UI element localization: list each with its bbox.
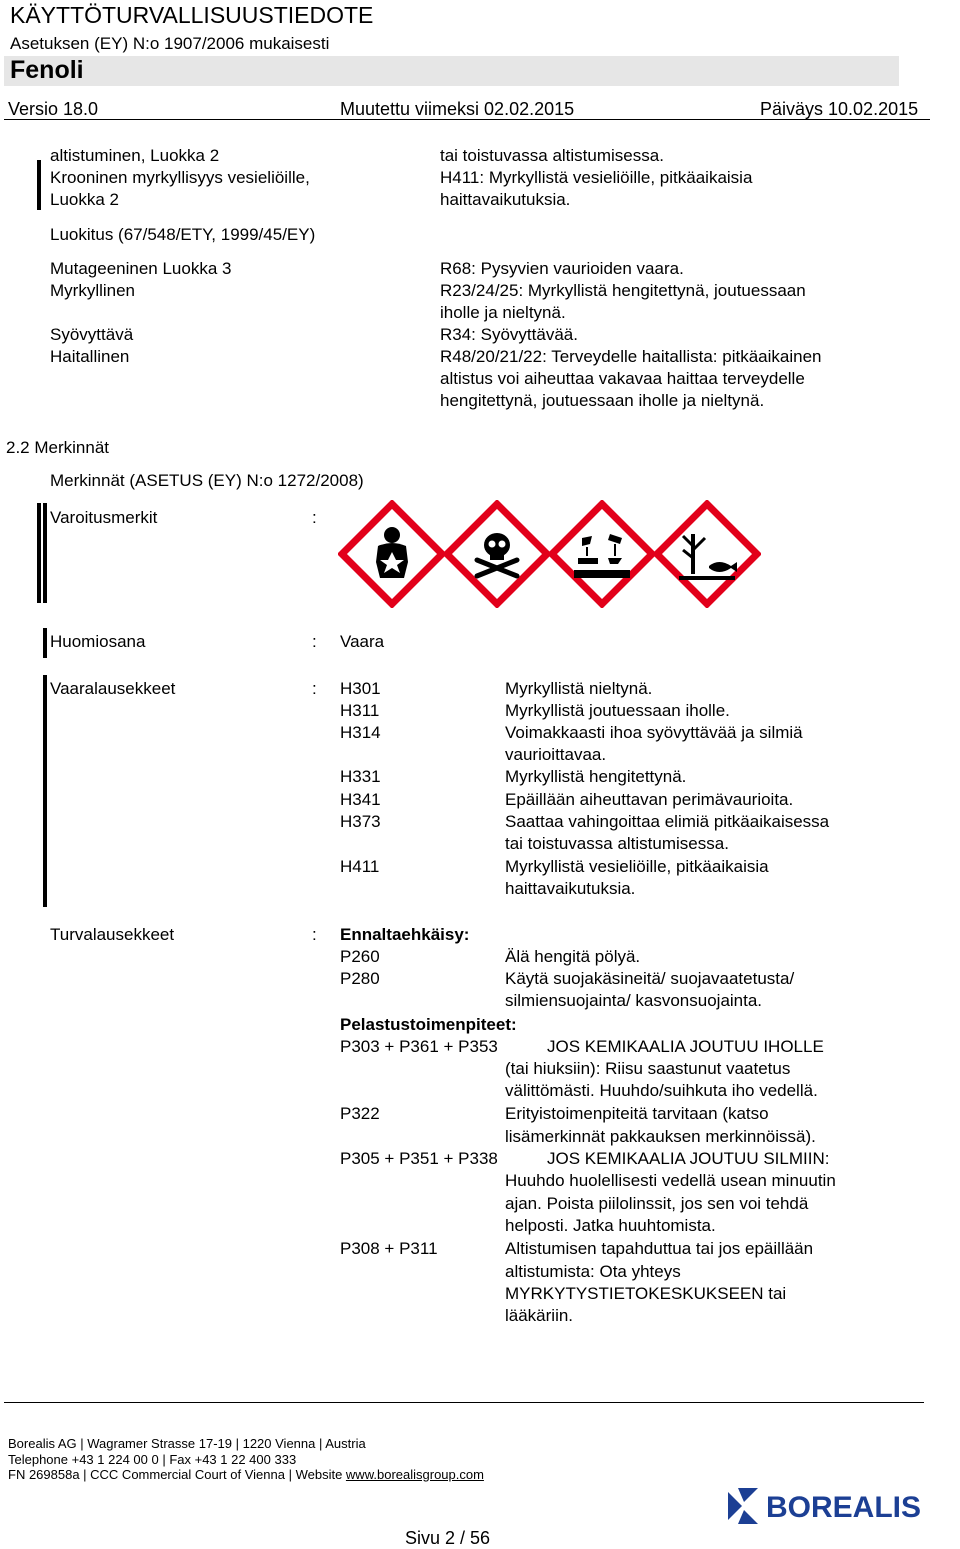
precaution-text: Altistumisen tapahduttua tai jos epäillään <box>505 1239 814 1258</box>
dsd-heading: Luokitus (67/548/ETY, 1999/45/EY) <box>50 225 316 244</box>
r-phrase: R68: Pysyvien vaurioiden vaara. <box>440 259 684 278</box>
document-title: KÄYTTÖTURVALLISUUSTIEDOTE <box>10 2 374 28</box>
hazard-text: Myrkyllistä joutuessaan iholle. <box>505 701 730 720</box>
prevention-heading: Ennaltaehkäisy: <box>340 925 470 944</box>
hazard-code: H311 <box>340 701 380 720</box>
precaution-text: lääkäriin. <box>505 1306 574 1325</box>
footer-contact: Telephone +43 1 224 00 0 | Fax +43 1 22 400 333 <box>8 1452 297 1467</box>
corrosion-pictogram <box>548 500 656 608</box>
skull-crossbones-pictogram <box>443 500 551 608</box>
version-label: Versio 18.0 <box>8 99 99 119</box>
hazard-text: Saattaa vahingoittaa elimiä pitkäaikaisessa <box>505 812 830 831</box>
response-heading: Pelastustoimenpiteet: <box>340 1015 517 1034</box>
r-phrase: R34: Syövyttävää. <box>440 325 578 344</box>
header-divider <box>4 119 930 120</box>
precaution-text: Älä hengitä pölyä. <box>505 947 641 966</box>
classification-line: altistuminen, Luokka 2 <box>50 146 220 165</box>
hazard-code: H411 <box>340 857 380 876</box>
footer-registry <box>8 1467 484 1482</box>
environment-pictogram <box>653 500 761 608</box>
regulation-subtitle: Asetuksen (EY) N:o 1907/2006 mukaisesti <box>10 34 330 53</box>
precaution-code: P305 + P351 + P338 <box>340 1149 498 1168</box>
statement-line: haittavaikutuksia. <box>440 190 571 209</box>
precaution-text: Käytä suojakäsineitä/ suojavaatetusta/ <box>505 969 795 988</box>
date-label: Päiväys 10.02.2015 <box>760 99 919 119</box>
footer-address: Borealis AG | Wagramer Strasse 17-19 | 1220 Vienna | Austria <box>8 1436 366 1451</box>
hazard-text: Myrkyllistä vesieliöille, pitkäaikaisia <box>505 857 769 876</box>
dsd-class: Myrkyllinen <box>50 281 136 300</box>
hazard-text: Myrkyllistä hengitettynä. <box>505 767 687 786</box>
website-link[interactable]: www.borealisgroup.com <box>345 1467 484 1482</box>
change-bar <box>43 628 47 658</box>
section-heading: 2.2 Merkinnät <box>6 438 109 457</box>
dsd-class: Mutageeninen Luokka 3 <box>50 259 232 278</box>
logo-text: BOREALIS <box>766 1491 922 1524</box>
signal-word-label: Huomiosana <box>50 632 146 651</box>
hazard-text: Voimakkaasti ihoa syövyttävää ja silmiä <box>505 723 803 742</box>
r-phrase: R23/24/25: Myrkyllistä hengitettynä, joutuessaan <box>440 281 806 300</box>
statement-line: tai toistuvassa altistumisessa. <box>440 146 664 165</box>
precaution-code: P308 + P311 <box>340 1239 438 1258</box>
borealis-logo <box>728 1486 954 1531</box>
precaution-text: JOS KEMIKAALIA JOUTUU IHOLLE <box>547 1037 824 1056</box>
classification-line: Luokka 2 <box>50 190 119 209</box>
pictograms-label: Varoitusmerkit <box>50 508 158 527</box>
modified-label: Muutettu viimeksi 02.02.2015 <box>340 99 575 119</box>
colon: : <box>312 508 317 527</box>
precaution-text: Erityistoimenpiteitä tarvitaan (katso <box>505 1104 769 1123</box>
borealis-logo-mark <box>728 1486 954 1526</box>
hazard-text: Epäillään aiheuttavan perimävaurioita. <box>505 790 794 809</box>
r-phrase: hengitettynä, joutuessaan iholle ja nieltynä. <box>440 391 765 410</box>
hazard-text: Myrkyllistä nieltynä. <box>505 679 653 698</box>
product-banner <box>4 56 899 86</box>
change-bar <box>43 503 47 603</box>
hazard-statements-label: Vaaralausekkeet <box>50 679 176 698</box>
hazard-text: haittavaikutuksia. <box>505 879 636 898</box>
precaution-text: helposti. Jatka huuhtomista. <box>505 1216 716 1235</box>
precaution-code: P280 <box>340 969 380 988</box>
precaution-text: ajan. Poista piilolinssit, jos sen voi tehdä <box>505 1194 809 1213</box>
precaution-code: P260 <box>340 947 380 966</box>
hazard-code: H341 <box>340 790 381 809</box>
product-name: Fenoli <box>10 56 84 84</box>
precaution-text: altistumista: Ota yhteys <box>505 1262 681 1281</box>
hazard-code: H314 <box>340 723 381 742</box>
hazard-text: tai toistuvassa altistumisessa. <box>505 834 729 853</box>
hazard-code: H301 <box>340 679 381 698</box>
statement-line: H411: Myrkyllistä vesieliöille, pitkäaikaisia <box>440 168 753 187</box>
signal-word: Vaara <box>340 632 385 651</box>
r-phrase: iholle ja nieltynä. <box>440 303 566 322</box>
health-hazard-pictogram <box>338 500 446 608</box>
dsd-class: Syövyttävä <box>50 325 134 344</box>
footer-divider <box>4 1402 924 1403</box>
precaution-code: P303 + P361 + P353 <box>340 1037 498 1056</box>
clp-heading: Merkinnät (ASETUS (EY) N:o 1272/2008) <box>50 471 364 490</box>
precaution-text: Huuhdo huolellisesti vedellä usean minuutin <box>505 1171 836 1190</box>
change-bar <box>37 503 41 603</box>
precaution-text: silmiensuojainta/ kasvonsuojainta. <box>505 991 763 1010</box>
colon: : <box>312 679 317 698</box>
precaution-code: P322 <box>340 1104 380 1123</box>
dsd-class: Haitallinen <box>50 347 130 366</box>
precaution-text: JOS KEMIKAALIA JOUTUU SILMIIN: <box>547 1149 830 1168</box>
page-number: Sivu 2 / 56 <box>405 1528 491 1548</box>
precaution-text: lisämerkinnät pakkauksen merkinnöissä). <box>505 1127 816 1146</box>
r-phrase: altistus voi aiheuttaa vakavaa haittaa terveydelle <box>440 369 805 388</box>
classification-line: Krooninen myrkyllisyys vesieliöille, <box>50 168 310 187</box>
change-bar <box>37 160 41 210</box>
r-phrase: R48/20/21/22: Terveydelle haitallista: pitkäaikainen <box>440 347 822 366</box>
colon: : <box>312 925 317 944</box>
footer-registry-text: FN 269858a | CCC Commercial Court of Vienna | Website <box>8 1467 346 1482</box>
hazard-text: vaurioittavaa. <box>505 745 607 764</box>
precaution-text: välittömästi. Huuhdo/suihkuta iho vedellä. <box>505 1081 818 1100</box>
hazard-code: H373 <box>340 812 381 831</box>
precaution-text: (tai hiuksiin): Riisu saastunut vaatetus <box>505 1059 791 1078</box>
colon: : <box>312 632 317 651</box>
precautionary-statements-label: Turvalausekkeet <box>50 925 175 944</box>
change-bar <box>43 675 47 907</box>
precaution-text: MYRKYTYSTIETOKESKUKSEEN tai <box>505 1284 787 1303</box>
hazard-code: H331 <box>340 767 381 786</box>
